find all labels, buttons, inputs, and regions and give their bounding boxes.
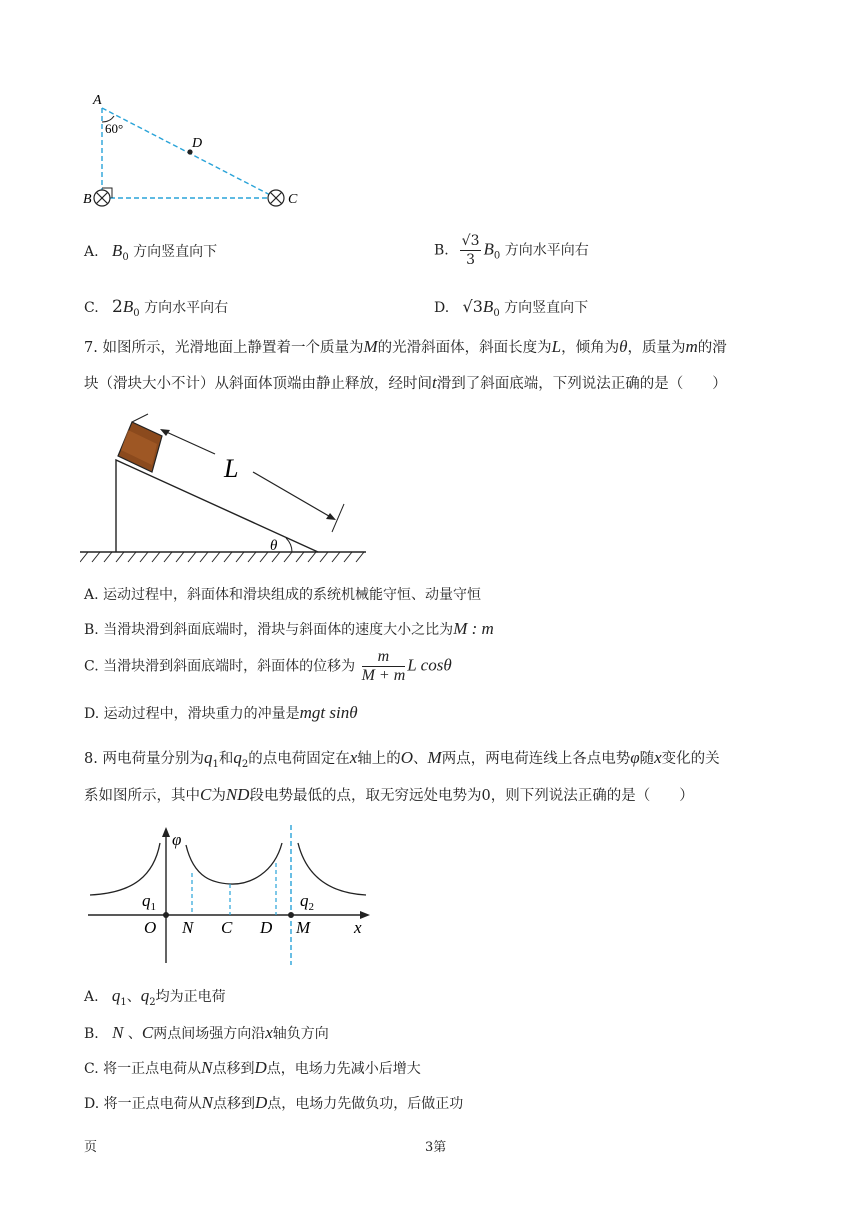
- label-q2: $q_2$: [300, 891, 314, 913]
- label-phi: φ: [172, 830, 182, 849]
- label-c: C: [221, 918, 233, 937]
- label-d: D: [192, 136, 203, 151]
- footer-left: 页: [84, 1140, 98, 1155]
- fraction-m-over-m-plus-m: $\frac{m}{M + m}$: [361, 648, 406, 684]
- q7-option-a: A. 运动过程中，斜面体和滑块组成的系统机械能守恒、动量守恒: [84, 587, 482, 603]
- q7-option-b: B. 当滑块滑到斜面底端时，滑块与斜面体的速度大小之比为M : m: [84, 619, 494, 638]
- q8-stem-line1: 8. 两电荷量分别为$q_1$和$q_2$的点电荷固定在x轴上的O、M两点，两电荷连线上各点电势φ随x变化的关: [84, 748, 720, 770]
- magnetic-field-into-page-icon-b: [94, 190, 110, 206]
- q8-stem-line2: 系如图所示，其中C为ND段电势最低的点，取无穷远处电势为0，则下列说法正确的是（ ）: [84, 785, 694, 804]
- label-l: L: [224, 454, 239, 483]
- label-x: x: [354, 918, 362, 937]
- label-q1: $q_1$: [142, 891, 156, 913]
- label-n: N: [182, 918, 194, 937]
- incline-block-figure: [80, 408, 370, 568]
- q7-option-c: C. 当滑块滑到斜面底端时，斜面体的位移为 $\frac{m}{M + m}$ L cosθ: [84, 648, 452, 684]
- label-c: C: [288, 192, 298, 207]
- footer-page-number: 3第: [425, 1140, 447, 1155]
- label-angle: 60°: [105, 121, 124, 136]
- label-o: O: [144, 918, 157, 937]
- q6-option-b: B. $\frac{√3}{3}$ $B_0$ 方向水平向右: [434, 233, 589, 268]
- potential-graph-figure: [84, 823, 374, 968]
- label-theta: θ: [270, 538, 278, 554]
- q7-stem-line2: 块（滑块大小不计）从斜面体顶端由静止释放，经时间t滑到了斜面底端，下列说法正确的是（ ）: [84, 373, 727, 392]
- triangle-abc-figure: [80, 88, 310, 214]
- label-d: D: [260, 918, 273, 937]
- q8-option-d: D. 将一正点电荷从N点移到D点，电场力先做负功，后做正功: [84, 1093, 464, 1112]
- q6-option-d: D. $√3B_0$ 方向竖直向下: [434, 297, 589, 319]
- label-a: A: [93, 93, 102, 108]
- fraction-sqrt3-over-3: $\frac{√3}{3}$: [461, 233, 480, 268]
- q8-option-c: C. 将一正点电荷从N点移到D点，电场力先减小后增大: [84, 1058, 421, 1077]
- q7-option-d: D. 运动过程中，滑块重力的冲量是mgt sinθ: [84, 703, 358, 722]
- magnetic-field-into-page-icon-c: [268, 190, 284, 206]
- label-b: B: [83, 192, 92, 207]
- q6-option-c: C. $2B_0$ 方向水平向右: [84, 297, 229, 319]
- label-m: M: [296, 918, 311, 937]
- q8-option-a: A. $q_1$、$q_2$均为正电荷: [84, 986, 226, 1008]
- q7-stem-line1: 7. 如图所示，光滑地面上静置着一个质量为M的光滑斜面体，斜面长度为L，倾角为θ，质量为m的滑: [84, 337, 727, 356]
- q8-option-b: B. N 、C两点间场强方向沿x轴负方向: [84, 1023, 329, 1042]
- q6-option-a: A. $B_0$ 方向竖直向下: [84, 241, 218, 263]
